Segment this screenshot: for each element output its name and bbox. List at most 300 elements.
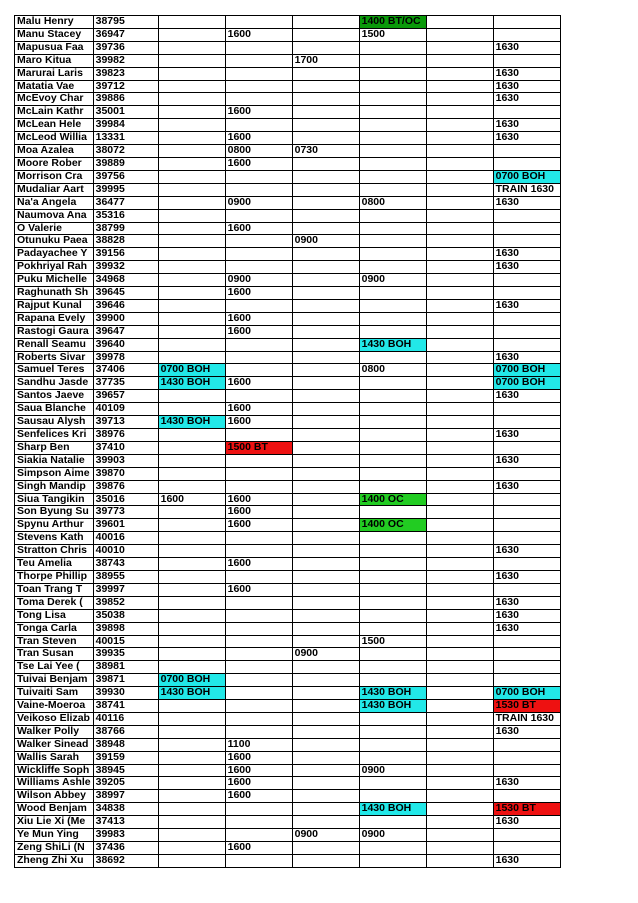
shift-cell: 1600 [225, 28, 292, 41]
shift-cell [426, 441, 493, 454]
employee-id-cell: 39640 [93, 338, 158, 351]
table-row [15, 287, 561, 300]
shift-cell: 1630 [493, 454, 560, 467]
shift-cell [493, 583, 560, 596]
shift-cell [493, 416, 560, 429]
shift-cell [426, 41, 493, 54]
employee-id-cell: 34968 [93, 274, 158, 287]
employee-name-cell: Vaine-Moeroa [15, 700, 94, 713]
employee-id-cell: 40109 [93, 403, 158, 416]
table-row [15, 106, 561, 119]
employee-id-cell: 39823 [93, 67, 158, 80]
shift-cell [426, 480, 493, 493]
shift-cell [158, 261, 225, 274]
shift-cell [225, 480, 292, 493]
shift-cell [426, 16, 493, 29]
table-row [15, 261, 561, 274]
shift-cell [225, 16, 292, 29]
employee-id-cell: 39159 [93, 751, 158, 764]
shift-cell [359, 222, 426, 235]
shift-cell [292, 28, 359, 41]
employee-name-cell: Tran Steven [15, 635, 94, 648]
table-row [15, 41, 561, 54]
shift-cell [359, 429, 426, 442]
employee-id-cell: 39645 [93, 287, 158, 300]
employee-id-cell: 35016 [93, 493, 158, 506]
employee-id-cell: 36477 [93, 196, 158, 209]
employee-id-cell: 39601 [93, 519, 158, 532]
shift-cell: 0700 BOH [493, 377, 560, 390]
shift-cell [158, 183, 225, 196]
employee-id-cell: 39657 [93, 390, 158, 403]
shift-cell: 1530 BT [493, 803, 560, 816]
shift-cell: 1600 [225, 132, 292, 145]
shift-cell: 1630 [493, 429, 560, 442]
shift-cell [158, 170, 225, 183]
employee-name-cell: Singh Mandip [15, 480, 94, 493]
shift-cell [493, 829, 560, 842]
shift-cell [359, 790, 426, 803]
shift-cell [426, 364, 493, 377]
employee-name-cell: Thorpe Phillip [15, 570, 94, 583]
shift-cell [426, 312, 493, 325]
shift-cell [292, 16, 359, 29]
shift-cell: 0900 [292, 235, 359, 248]
shift-cell [426, 287, 493, 300]
shift-cell [158, 790, 225, 803]
shift-cell [426, 235, 493, 248]
shift-cell [493, 325, 560, 338]
table-row [15, 16, 561, 29]
table-row [15, 493, 561, 506]
employee-name-cell: Rapana Evely [15, 312, 94, 325]
shift-cell [292, 480, 359, 493]
table-row [15, 674, 561, 687]
shift-cell [426, 609, 493, 622]
table-row [15, 28, 561, 41]
shift-cell [359, 622, 426, 635]
shift-cell [426, 28, 493, 41]
employee-id-cell: 34838 [93, 803, 158, 816]
shift-cell [359, 467, 426, 480]
shift-cell: 1600 [225, 403, 292, 416]
shift-cell [292, 325, 359, 338]
employee-id-cell: 38692 [93, 854, 158, 867]
shift-cell [359, 183, 426, 196]
shift-cell [292, 558, 359, 571]
shift-cell: 1430 BOH [359, 803, 426, 816]
shift-cell: 1630 [493, 480, 560, 493]
shift-cell [158, 157, 225, 170]
table-row [15, 274, 561, 287]
shift-cell [493, 28, 560, 41]
table-row [15, 506, 561, 519]
shift-cell [292, 80, 359, 93]
shift-cell [292, 338, 359, 351]
employee-id-cell: 39205 [93, 777, 158, 790]
shift-cell [158, 28, 225, 41]
shift-cell [493, 441, 560, 454]
shift-cell [426, 764, 493, 777]
shift-cell: 0730 [292, 145, 359, 158]
shift-cell: 1600 [225, 751, 292, 764]
shift-cell [158, 403, 225, 416]
shift-cell [158, 312, 225, 325]
shift-cell: 1600 [225, 157, 292, 170]
shift-cell: 1430 BOH [359, 687, 426, 700]
table-row [15, 222, 561, 235]
table-row [15, 157, 561, 170]
table-row [15, 558, 561, 571]
employee-id-cell: 38976 [93, 429, 158, 442]
shift-cell [292, 777, 359, 790]
shift-cell [359, 325, 426, 338]
shift-cell [359, 67, 426, 80]
shift-cell: 1430 BOH [158, 687, 225, 700]
employee-id-cell: 40010 [93, 545, 158, 558]
shift-cell: 1500 BT [225, 441, 292, 454]
table-row [15, 209, 561, 222]
employee-id-cell: 38741 [93, 700, 158, 713]
employee-name-cell: Sharp Ben [15, 441, 94, 454]
table-row [15, 196, 561, 209]
shift-cell [292, 377, 359, 390]
shift-cell [493, 106, 560, 119]
shift-cell [225, 183, 292, 196]
employee-name-cell: Marurai Laris [15, 67, 94, 80]
table-row [15, 751, 561, 764]
employee-name-cell: Ye Mun Ying [15, 829, 94, 842]
shift-cell [359, 299, 426, 312]
shift-cell: 0700 BOH [493, 364, 560, 377]
table-row [15, 183, 561, 196]
shift-cell: 1430 BOH [359, 700, 426, 713]
employee-name-cell: McLean Hele [15, 119, 94, 132]
shift-cell [359, 816, 426, 829]
table-row [15, 351, 561, 364]
table-row [15, 132, 561, 145]
shift-cell [225, 54, 292, 67]
shift-cell [359, 261, 426, 274]
shift-cell: 0900 [292, 829, 359, 842]
shift-cell [493, 274, 560, 287]
shift-cell [292, 287, 359, 300]
shift-cell [225, 596, 292, 609]
table-row [15, 854, 561, 867]
shift-cell [426, 325, 493, 338]
table-row [15, 700, 561, 713]
shift-cell [426, 54, 493, 67]
shift-cell [158, 648, 225, 661]
shift-cell [426, 67, 493, 80]
shift-cell [225, 209, 292, 222]
shift-cell [493, 661, 560, 674]
employee-name-cell: Toma Derek ( [15, 596, 94, 609]
table-row [15, 119, 561, 132]
shift-cell [292, 712, 359, 725]
shift-cell [158, 145, 225, 158]
shift-cell: 1430 BOH [359, 338, 426, 351]
shift-cell [225, 803, 292, 816]
shift-cell [493, 764, 560, 777]
shift-cell [426, 119, 493, 132]
shift-cell [292, 854, 359, 867]
shift-cell [359, 506, 426, 519]
shift-cell [493, 145, 560, 158]
shift-cell: 1630 [493, 196, 560, 209]
employee-name-cell: Siakia Natalie [15, 454, 94, 467]
shift-cell: 1100 [225, 738, 292, 751]
shift-cell [158, 429, 225, 442]
employee-id-cell: 39870 [93, 467, 158, 480]
table-row [15, 364, 561, 377]
employee-name-cell: Otunuku Paea [15, 235, 94, 248]
employee-id-cell: 39997 [93, 583, 158, 596]
employee-id-cell: 38743 [93, 558, 158, 571]
shift-cell [292, 312, 359, 325]
shift-cell [158, 274, 225, 287]
shift-cell [426, 261, 493, 274]
shift-cell [359, 170, 426, 183]
shift-cell [426, 648, 493, 661]
shift-cell [292, 635, 359, 648]
employee-id-cell: 39983 [93, 829, 158, 842]
shift-cell [158, 325, 225, 338]
shift-cell [225, 299, 292, 312]
shift-cell [426, 661, 493, 674]
shift-cell [426, 622, 493, 635]
employee-name-cell: Siua Tangikin [15, 493, 94, 506]
shift-cell [292, 519, 359, 532]
table-row [15, 622, 561, 635]
employee-name-cell: Simpson Aime [15, 467, 94, 480]
table-row [15, 467, 561, 480]
shift-cell [292, 274, 359, 287]
shift-cell [359, 248, 426, 261]
employee-name-cell: Teu Amelia [15, 558, 94, 571]
shift-cell [359, 287, 426, 300]
employee-id-cell: 38766 [93, 725, 158, 738]
table-row [15, 390, 561, 403]
shift-cell [359, 609, 426, 622]
shift-cell: 1630 [493, 609, 560, 622]
employee-name-cell: Mudaliar Aart [15, 183, 94, 196]
employee-name-cell: Saua Blanche [15, 403, 94, 416]
shift-cell [426, 738, 493, 751]
shift-cell [158, 93, 225, 106]
shift-cell: 0700 BOH [158, 674, 225, 687]
shift-cell [426, 506, 493, 519]
shift-cell: TRAIN 1630 [493, 712, 560, 725]
shift-cell [292, 700, 359, 713]
employee-id-cell: 39900 [93, 312, 158, 325]
employee-name-cell: Williams Ashle [15, 777, 94, 790]
table-row [15, 609, 561, 622]
shift-cell [359, 106, 426, 119]
shift-cell [292, 183, 359, 196]
shift-cell [225, 119, 292, 132]
employee-id-cell: 39898 [93, 622, 158, 635]
shift-cell [426, 403, 493, 416]
shift-cell [426, 467, 493, 480]
shift-cell: 1600 [225, 312, 292, 325]
table-row [15, 738, 561, 751]
table-row [15, 54, 561, 67]
shift-cell [493, 738, 560, 751]
shift-cell [359, 41, 426, 54]
shift-cell [158, 803, 225, 816]
shift-cell: 1600 [225, 519, 292, 532]
shift-cell [359, 209, 426, 222]
shift-cell: 1630 [493, 93, 560, 106]
employee-id-cell: 38795 [93, 16, 158, 29]
shift-cell [158, 338, 225, 351]
shift-cell [292, 506, 359, 519]
employee-name-cell: Zheng Zhi Xu [15, 854, 94, 867]
shift-cell: 1630 [493, 816, 560, 829]
shift-cell [426, 80, 493, 93]
shift-cell [225, 700, 292, 713]
table-row [15, 519, 561, 532]
table-row [15, 777, 561, 790]
shift-cell [493, 16, 560, 29]
shift-cell [426, 299, 493, 312]
employee-id-cell: 39647 [93, 325, 158, 338]
shift-cell [292, 842, 359, 855]
employee-id-cell: 39736 [93, 41, 158, 54]
shift-cell: 1630 [493, 596, 560, 609]
employee-id-cell: 39156 [93, 248, 158, 261]
table-row [15, 545, 561, 558]
shift-cell [225, 248, 292, 261]
employee-name-cell: Matatia Vae [15, 80, 94, 93]
employee-name-cell: Senfelices Kri [15, 429, 94, 442]
shift-cell [426, 183, 493, 196]
employee-id-cell: 38981 [93, 661, 158, 674]
table-row [15, 67, 561, 80]
shift-cell [426, 106, 493, 119]
shift-cell [158, 842, 225, 855]
shift-cell: 1400 BT/OC [359, 16, 426, 29]
employee-name-cell: Tuivaiti Sam [15, 687, 94, 700]
shift-cell: 1600 [225, 842, 292, 855]
table-row [15, 829, 561, 842]
shift-cell: 1630 [493, 299, 560, 312]
shift-cell [359, 738, 426, 751]
table-row [15, 712, 561, 725]
shift-cell: 1630 [493, 570, 560, 583]
shift-cell [158, 106, 225, 119]
table-row [15, 583, 561, 596]
shift-cell: 1530 BT [493, 700, 560, 713]
shift-cell [292, 364, 359, 377]
shift-cell [158, 506, 225, 519]
shift-cell [359, 390, 426, 403]
employee-name-cell: McEvoy Char [15, 93, 94, 106]
shift-cell [359, 777, 426, 790]
table-row [15, 93, 561, 106]
shift-cell [158, 80, 225, 93]
shift-cell: 1430 BOH [158, 416, 225, 429]
shift-cell [292, 441, 359, 454]
shift-cell [225, 41, 292, 54]
shift-cell [158, 222, 225, 235]
employee-name-cell: Samuel Teres [15, 364, 94, 377]
shift-cell: 1600 [225, 506, 292, 519]
shift-cell [426, 377, 493, 390]
shift-cell: 0900 [225, 196, 292, 209]
shift-cell [158, 67, 225, 80]
shift-cell [225, 661, 292, 674]
shift-cell [359, 312, 426, 325]
shift-cell: 1500 [359, 635, 426, 648]
table-row [15, 648, 561, 661]
table-row [15, 635, 561, 648]
shift-cell [225, 648, 292, 661]
employee-name-cell: Zeng ShiLi (N [15, 842, 94, 855]
shift-cell: 1600 [225, 790, 292, 803]
employee-id-cell: 39903 [93, 454, 158, 467]
shift-cell [158, 16, 225, 29]
table-row [15, 803, 561, 816]
shift-cell: 1600 [158, 493, 225, 506]
shift-cell: 1630 [493, 80, 560, 93]
shift-cell: 1600 [225, 287, 292, 300]
shift-cell [158, 738, 225, 751]
shift-cell [292, 170, 359, 183]
shift-cell [359, 545, 426, 558]
shift-cell [426, 725, 493, 738]
shift-cell [359, 583, 426, 596]
shift-cell [292, 222, 359, 235]
employee-id-cell: 39978 [93, 351, 158, 364]
shift-cell [225, 261, 292, 274]
employee-name-cell: Sausau Alysh [15, 416, 94, 429]
employee-name-cell: Puku Michelle [15, 274, 94, 287]
shift-cell [292, 119, 359, 132]
employee-name-cell: Manu Stacey [15, 28, 94, 41]
shift-cell: 1630 [493, 351, 560, 364]
shift-cell [426, 145, 493, 158]
shift-cell [225, 67, 292, 80]
shift-cell [158, 390, 225, 403]
shift-cell [225, 635, 292, 648]
shift-cell: TRAIN 1630 [493, 183, 560, 196]
shift-cell: 1630 [493, 119, 560, 132]
shift-cell [493, 790, 560, 803]
shift-cell [158, 700, 225, 713]
shift-cell [292, 674, 359, 687]
employee-name-cell: Tuivai Benjam [15, 674, 94, 687]
shift-cell: 1630 [493, 390, 560, 403]
shift-cell [158, 196, 225, 209]
employee-name-cell: Tonga Carla [15, 622, 94, 635]
shift-cell [292, 738, 359, 751]
employee-name-cell: Wood Benjam [15, 803, 94, 816]
shift-cell [292, 803, 359, 816]
shift-cell [292, 687, 359, 700]
shift-cell [292, 157, 359, 170]
employee-id-cell: 37406 [93, 364, 158, 377]
shift-cell [359, 119, 426, 132]
shift-cell [225, 80, 292, 93]
shift-cell [158, 480, 225, 493]
shift-cell [359, 570, 426, 583]
shift-cell: 1630 [493, 132, 560, 145]
shift-cell [359, 532, 426, 545]
shift-cell: 1630 [493, 261, 560, 274]
shift-cell: 1500 [359, 28, 426, 41]
